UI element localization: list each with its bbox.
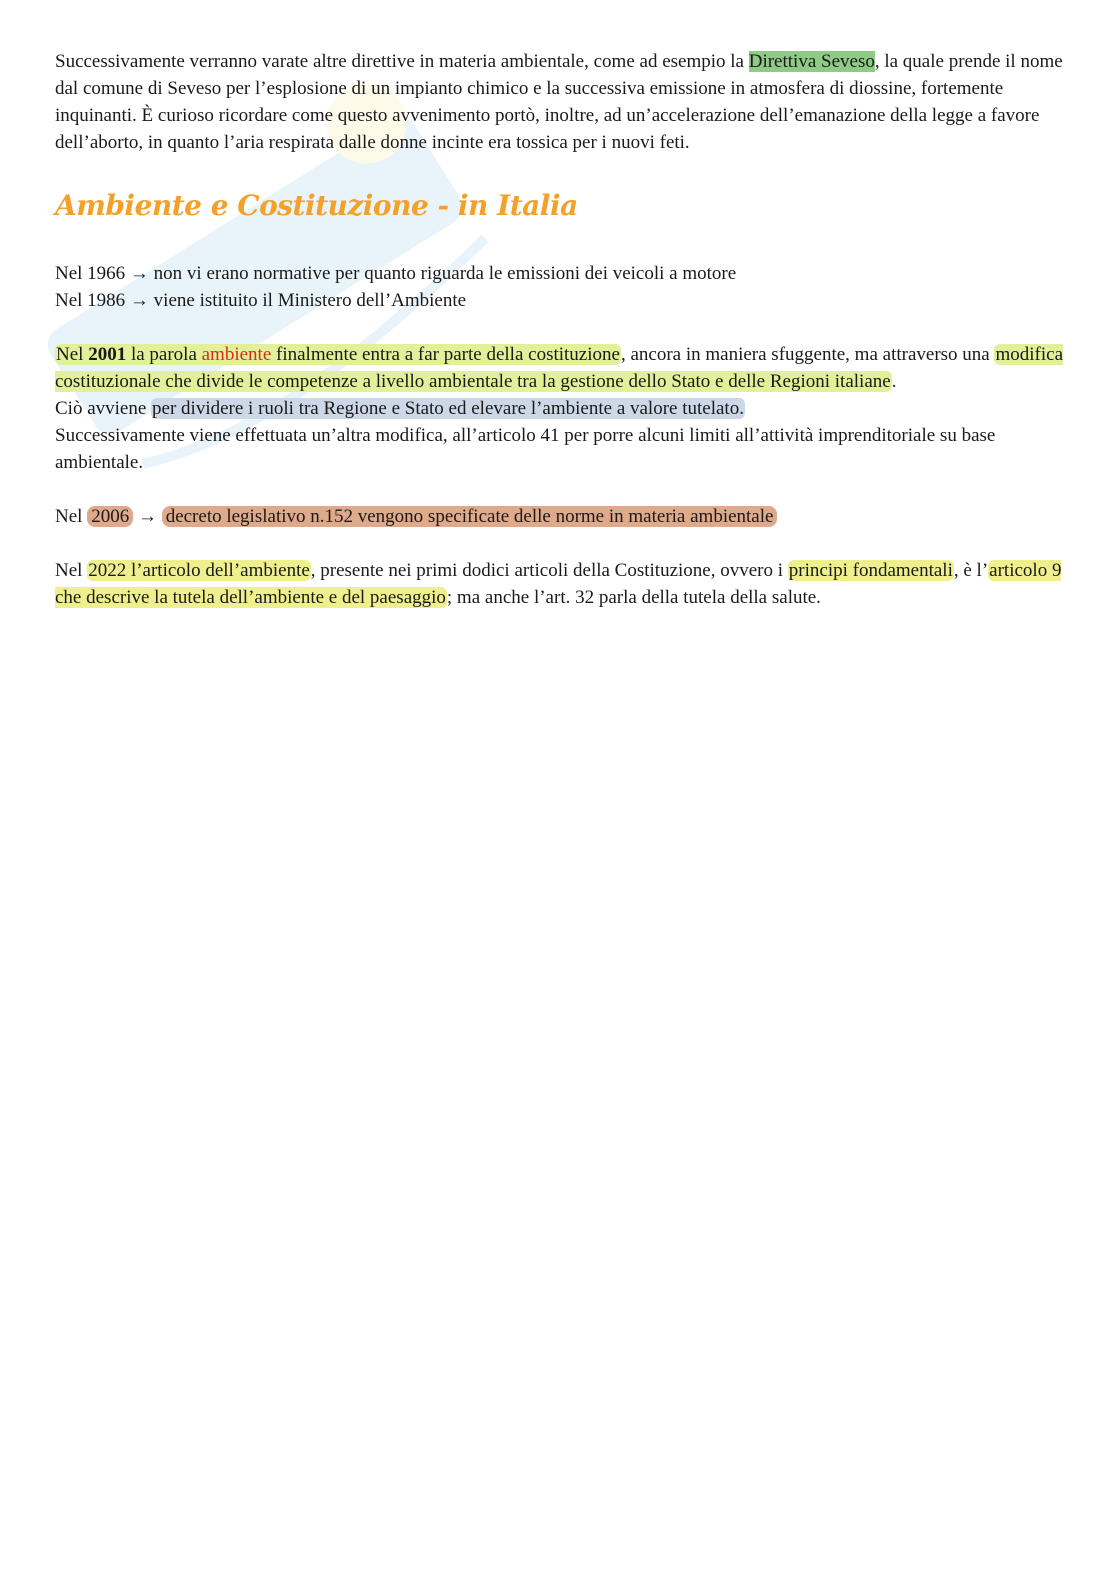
arrow-text: → [133, 506, 162, 527]
paragraph-text: , presente nei primi dodici articoli della Costituzione, ovvero i [310, 560, 788, 581]
paragraph-2006 [55, 503, 1065, 530]
text-nel: Nel [55, 506, 88, 527]
highlight-modifica-costituzionale: modifica costituzionale che divide le competenze a livello ambientale tra la gestione dello Stato e delle Regioni italiane [55, 344, 1064, 392]
highlight-articolo-9: articolo 9 che descrive la tutela dell’ambiente e del paesaggio [55, 560, 1062, 608]
word-ambiente: ambiente [201, 344, 272, 365]
paragraph-text: , è l’ [953, 560, 989, 581]
highlight-direttiva-seveso: Direttiva Seveso [748, 51, 875, 72]
year-2001: 2001 [88, 344, 127, 365]
highlight-year-2006: 2006 [87, 506, 133, 527]
highlight-2022-articolo: 2022 l’articolo dell’ambiente [88, 560, 310, 581]
paragraph-cio-avviene [55, 395, 1065, 422]
timeline-1966: Nel 1966 → non vi erano normative per quanto riguarda le emissioni dei veicoli a motore [55, 263, 737, 284]
document-page [55, 48, 1065, 611]
section-title: Ambiente e Costituzione - in Italia [55, 189, 578, 222]
highlight-2001-sentence [55, 344, 621, 365]
text-la-parola: la parola [126, 344, 202, 365]
paragraph-text: Ciò avviene [55, 398, 152, 419]
paragraph-articolo-41: Successivamente viene effettuata un’altra modifica, all’articolo 41 per porre alcuni limiti all’attività imprenditoriale su base ambientale. [55, 425, 996, 473]
text-nel: Nel [56, 344, 89, 365]
timeline-1986: Nel 1986 → viene istituito il Ministero dell’Ambiente [55, 290, 467, 311]
highlight-decreto-152: decreto legislativo n.152 vengono specificate delle norme in materia ambientale [162, 506, 778, 527]
text-nel: Nel [55, 560, 88, 581]
paragraph-2001 [55, 341, 1065, 395]
paragraph-text: Successivamente verranno varate altre direttive in materia ambientale, come ad esempio la [55, 51, 749, 72]
paragraph-text: ; ma anche l’art. 32 parla della tutela della salute. [446, 587, 821, 608]
paragraph-text: . [891, 371, 897, 392]
paragraph-text: , ancora in maniera sfuggente, ma attraverso una [620, 344, 995, 365]
text-entra: finalmente entra a far parte della costituzione [271, 344, 620, 365]
paragraph-seveso [55, 48, 1065, 156]
paragraph-2022 [55, 557, 1065, 611]
highlight-principi-fondamentali: principi fondamentali [788, 560, 953, 581]
paragraph-text: , la quale prende il nome dal comune di Seveso per l’esplosione di un impianto chimico e la successiva emissione in atmosfera di diossine, fortemente inquinanti. È curioso ricordare come questo avvenimento portò, inoltre, ad un’accelerazione dell’emanazione della legge a favore dell’aborto, in quanto l’aria respirata dalle donne incinte era tossica per i nuovi feti. [55, 51, 1063, 153]
highlight-dividere-ruoli: per dividere i ruoli tra Regione e Stato ed elevare l’ambiente a valore tutelato. [152, 398, 744, 419]
